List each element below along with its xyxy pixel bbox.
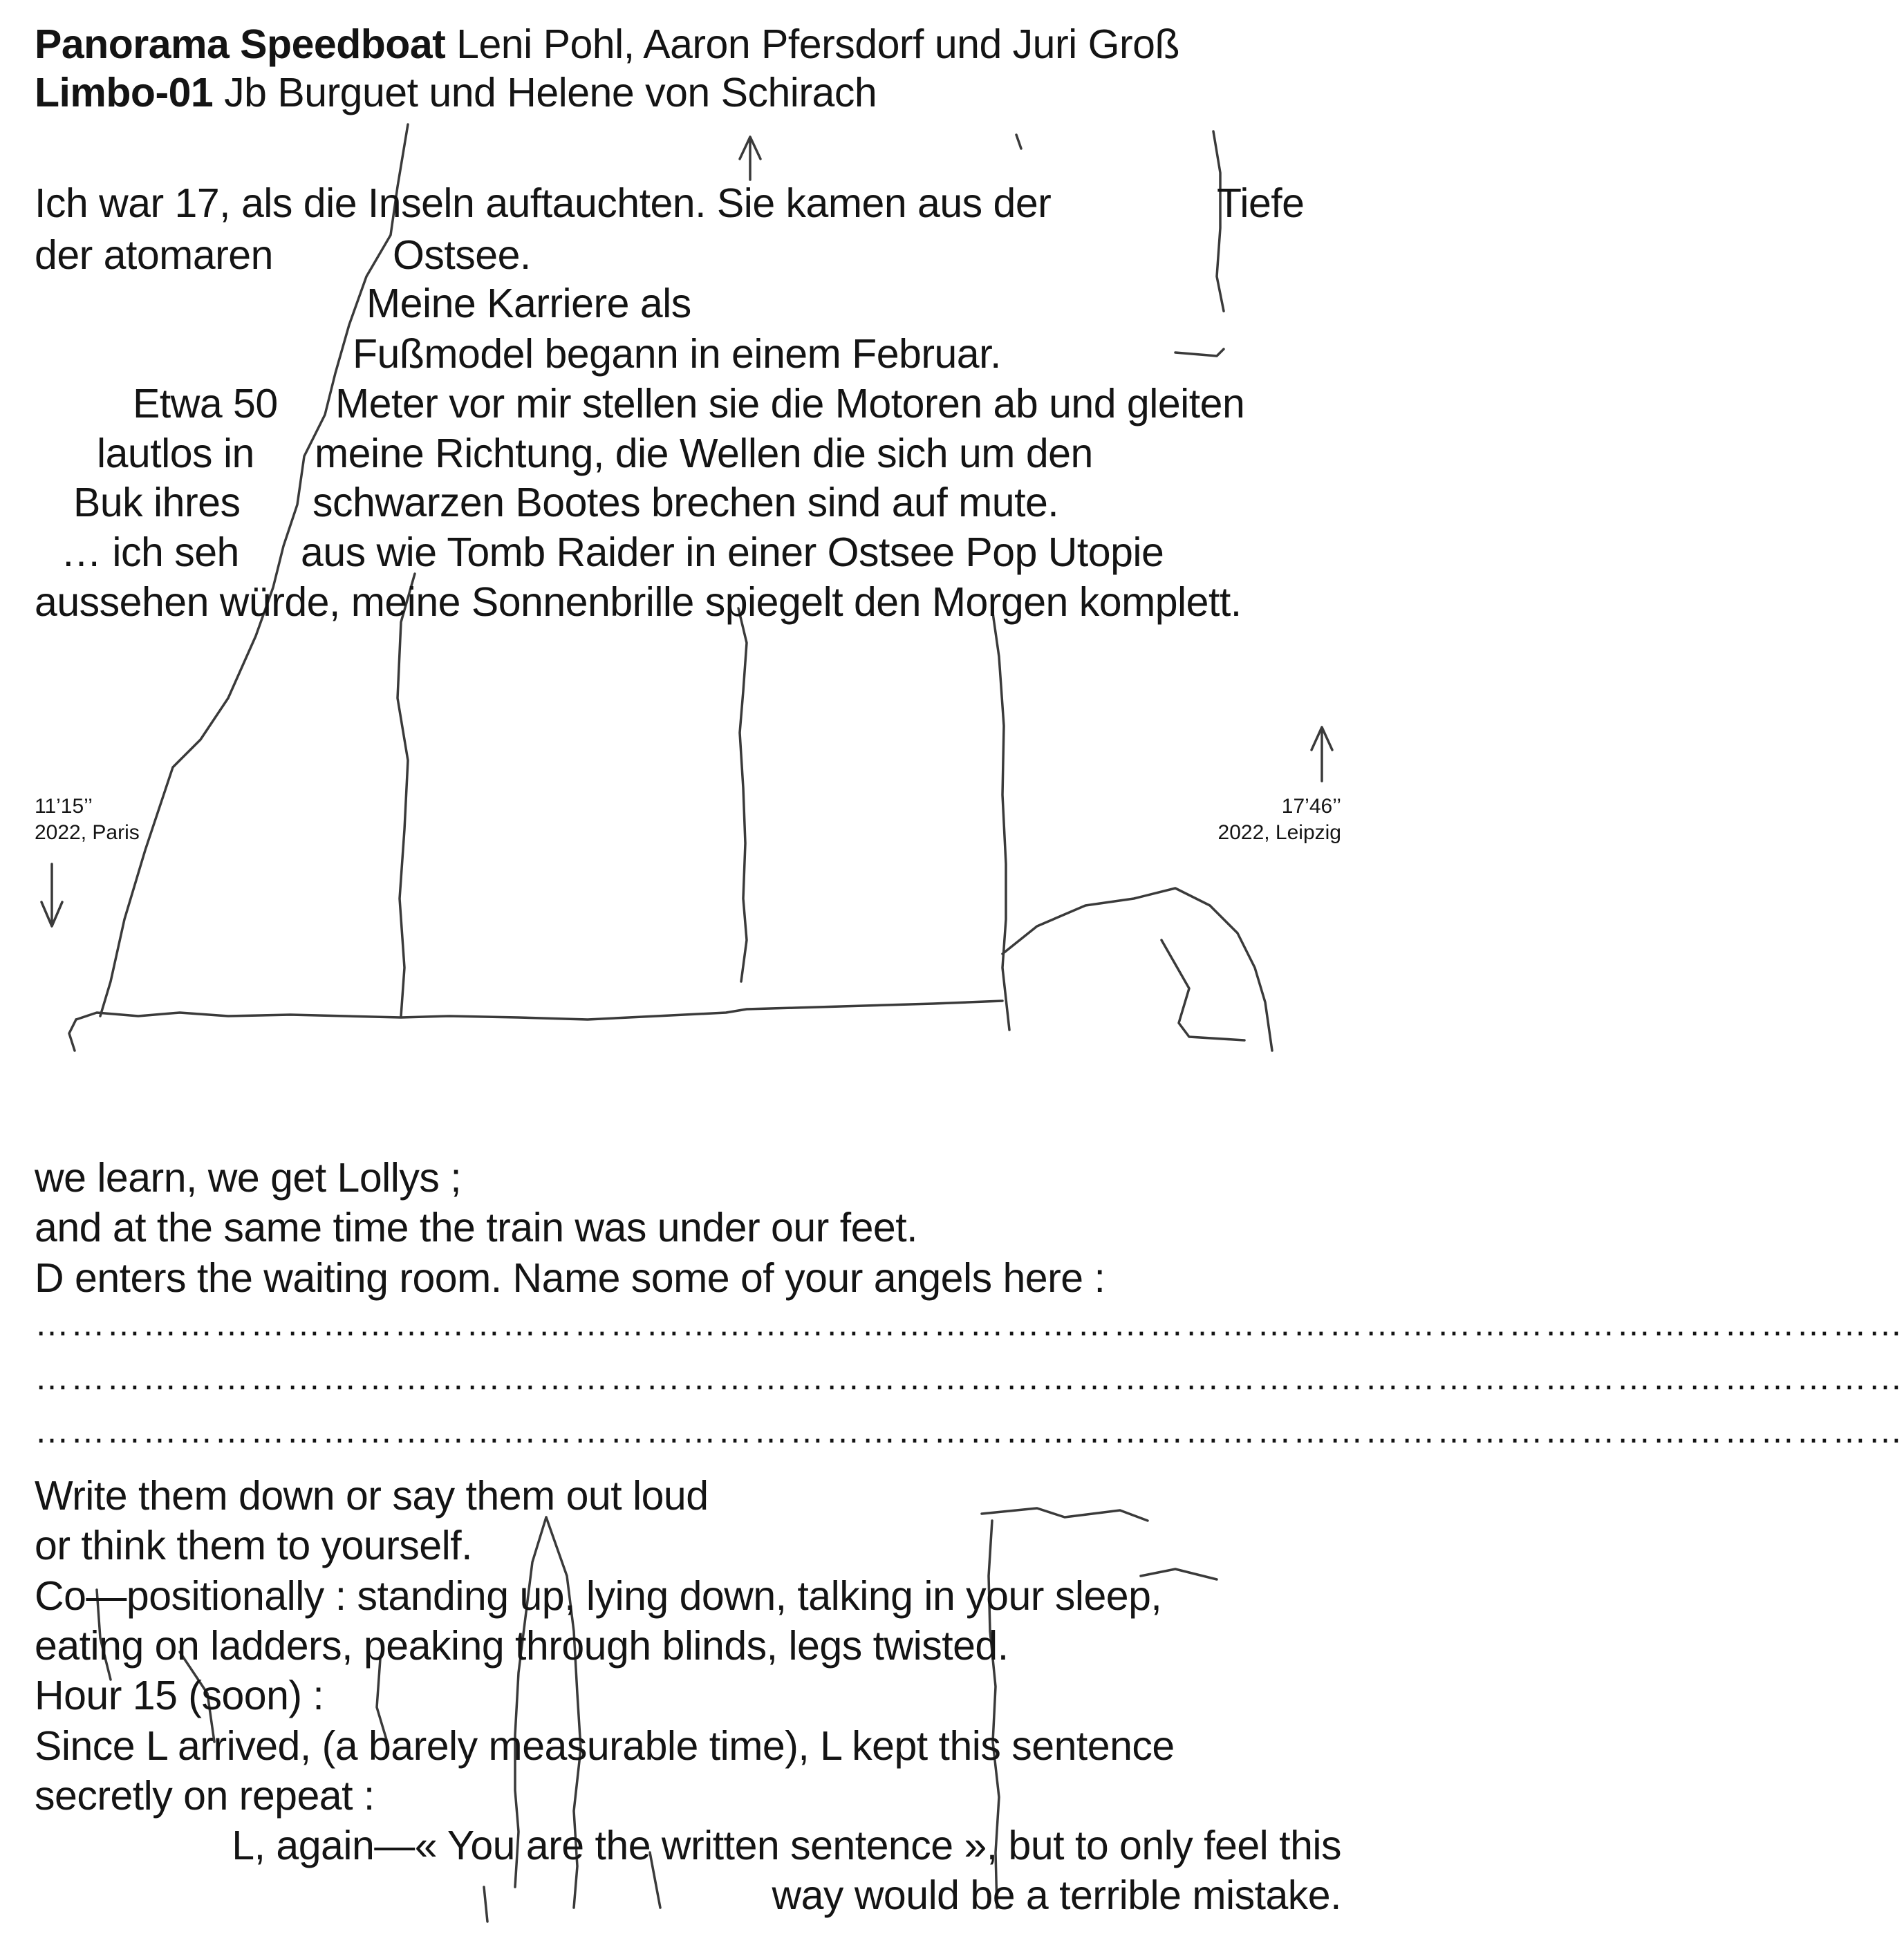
sketch-tick	[1016, 135, 1021, 149]
english-line: Hour 15 (soon) :	[35, 1673, 324, 1718]
right-caption	[1218, 794, 1341, 845]
work-title: Limbo-01	[35, 70, 214, 115]
right-arrow-up-icon	[1312, 727, 1332, 781]
german-line: … ich seh	[61, 529, 239, 575]
sketch-left-hook	[69, 1020, 76, 1051]
header-line-1	[35, 21, 1180, 67]
sketch-stern-curve	[1002, 888, 1272, 1051]
sketch-post-3	[992, 608, 1009, 1030]
fill-in-line[interactable]: …………………………………………………………………………………………………………………………………………	[35, 1358, 1904, 1397]
sketch-stern-hook	[1161, 940, 1244, 1040]
fill-in-line[interactable]: …………………………………………………………………………………………………………………………………………	[35, 1304, 1904, 1343]
left-caption-place: 2022, Paris	[35, 820, 140, 844]
english-line: we learn, we get Lollys ;	[35, 1155, 462, 1201]
sketch-post-2	[738, 608, 747, 982]
english-line: Co—positionally : standing up, lying down, talking in your sleep,	[35, 1573, 1162, 1619]
german-line: Ostsee.	[393, 232, 531, 278]
german-line: Meine Karriere als	[366, 281, 691, 326]
german-line: Buk ihres	[73, 480, 241, 525]
english-line: Since L arrived, (a barely measurable time), L kept this sentence	[35, 1723, 1175, 1769]
sketch-right-hook	[1175, 349, 1224, 356]
sketch-top-arrow	[740, 137, 760, 180]
left-caption-time: 11’15’’	[35, 795, 93, 818]
fill-in-line[interactable]: …………………………………………………………………………………………………………………………………………	[35, 1411, 1904, 1450]
german-line: der atomaren	[35, 232, 273, 278]
german-line: lautlos in	[97, 431, 254, 476]
german-line: aussehen würde, meine Sonnenbrille spiegelt den Morgen komplett.	[35, 579, 1242, 625]
english-line: eating on ladders, peaking through blinds, legs twisted.	[35, 1623, 1009, 1669]
right-caption-place: 2022, Leipzig	[1217, 820, 1341, 844]
left-arrow-down-icon	[41, 864, 62, 926]
sketch-post-1	[398, 574, 415, 1016]
english-line: or think them to yourself.	[35, 1523, 473, 1568]
german-line: Ich war 17, als die Inseln auftauchten. Sie kamen aus der	[35, 180, 1052, 226]
german-line: aus wie Tomb Raider in einer Ostsee Pop Utopie	[301, 529, 1164, 575]
english-line: L, again—« You are the written sentence », but to only feel this	[232, 1823, 1341, 1868]
sketch-deck-line	[76, 1001, 1002, 1020]
english-line: Write them down or say them out loud	[35, 1473, 709, 1519]
german-line: Fußmodel begann in einem Februar.	[353, 331, 1001, 377]
english-line: way would be a terrible mistake.	[772, 1872, 1341, 1918]
project-title: Panorama Speedboat	[35, 21, 446, 67]
german-line: meine Richtung, die Wellen die sich um den	[315, 431, 1093, 476]
german-line: Etwa 50	[133, 381, 278, 426]
project-authors: Leni Pohl, Aaron Pfersdorf und Juri Groß	[445, 21, 1180, 67]
german-line: schwarzen Bootes brechen sind auf mute.	[312, 480, 1059, 525]
work-authors: Jb Burguet und Helene von Schirach	[213, 70, 877, 115]
left-caption	[35, 794, 140, 845]
right-caption-time: 17’46’’	[1281, 795, 1341, 818]
english-line: D enters the waiting room. Name some of your angels here :	[35, 1255, 1105, 1301]
german-line: Meter vor mir stellen sie die Motoren ab und gleiten	[335, 381, 1245, 426]
english-line: secretly on repeat :	[35, 1773, 375, 1819]
german-line: Tiefe	[1217, 180, 1305, 226]
english-line: and at the same time the train was under our feet.	[35, 1205, 918, 1250]
header-line-2	[35, 70, 877, 115]
